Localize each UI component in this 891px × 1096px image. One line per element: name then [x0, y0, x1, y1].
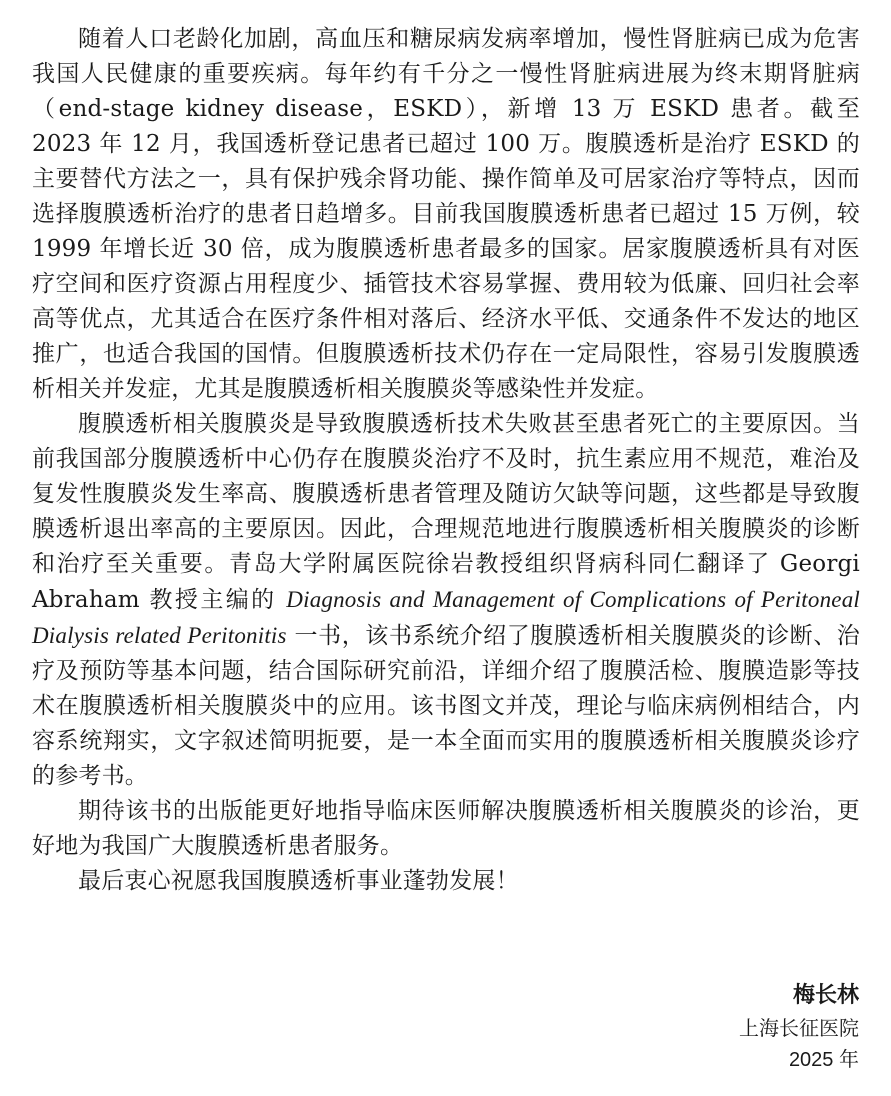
- paragraph-3-text: 期待该书的出版能更好地指导临床医师解决腹膜透析相关腹膜炎的诊治，更好地为我国广大腹膜透析患者服务。: [32, 798, 860, 859]
- paragraph-4: [32, 864, 860, 899]
- paragraph-3: [32, 794, 860, 864]
- paragraph-2-text-before: 腹膜透析相关腹膜炎是导致腹膜透析技术失败甚至患者死亡的主要原因。当前我国部分腹膜透析中心仍存在腹膜炎治疗不及时，抗生素应用不规范，难治及复发性腹膜炎发生率高、腹膜透析患者管理及随访欠缺等问题，这些都是导致腹膜透析退出率高的主要原因。因此，合理规范地进行腹膜透析相关腹膜炎的诊断和治疗至关重要。青岛大学附属医院徐岩教授组织肾病科同仁翻译了 Georgi Abraham 教授主编的: [32, 411, 860, 613]
- signature-year: 2025 年: [788, 1049, 859, 1071]
- paragraph-1-text: 随着人口老龄化加剧，高血压和糖尿病发病率增加，慢性肾脏病已成为危害我国人民健康的重要疾病。每年约有千分之一慢性肾脏病进展为终末期肾脏病（end-stage kidney disease，ESKD），新增 13 万 ESKD 患者。截至 2023 年 12 月，我国透析登记患者已超过 100 万。腹膜透析是治疗 ESKD 的主要替代方法之一，具有保护残余肾功能、操作简单及可居家治疗等特点，因而选择腹膜透析治疗的患者日趋增多。目前我国腹膜透析患者已超过 15 万例，较 1999 年增长近 30 倍，成为腹膜透析患者最多的国家。居家腹膜透析具有对医疗空间和医疗资源占用程度少、插管技术容易掌握、费用较为低廉、回归社会率高等优点，尤其适合在医疗条件相对落后、经济水平低、交通条件不发达的地区推广，也适合我国的国情。但腹膜透析技术仍存在一定局限性，容易引发腹膜透析相关并发症，尤其是腹膜透析相关腹膜炎等感染性并发症。: [32, 26, 860, 402]
- signature-block: [739, 978, 859, 1076]
- book-title-italic: Diagnosis and Management of Complications of Peritoneal Dialysis related Peritonitis: [32, 587, 860, 648]
- signature-affiliation: 上海长征医院: [739, 1018, 859, 1040]
- paragraph-4-text: 最后衷心祝愿我国腹膜透析事业蓬勃发展！: [78, 868, 519, 894]
- paragraph-2-text-after: 一书，该书系统介绍了腹膜透析相关腹膜炎的诊断、治疗及预防等基本问题，结合国际研究前沿，详细介绍了腹膜活检、腹膜造影等技术在腹膜透析相关腹膜炎中的应用。该书图文并茂，理论与临床病例相结合，内容系统翔实，文字叙述简明扼要，是一本全面而实用的腹膜透析相关腹膜炎诊疗的参考书。: [32, 623, 860, 789]
- preface-body: [32, 22, 860, 899]
- paragraph-2: [32, 407, 860, 794]
- paragraph-1: [32, 22, 860, 407]
- signature-name: 梅长林: [792, 982, 859, 1007]
